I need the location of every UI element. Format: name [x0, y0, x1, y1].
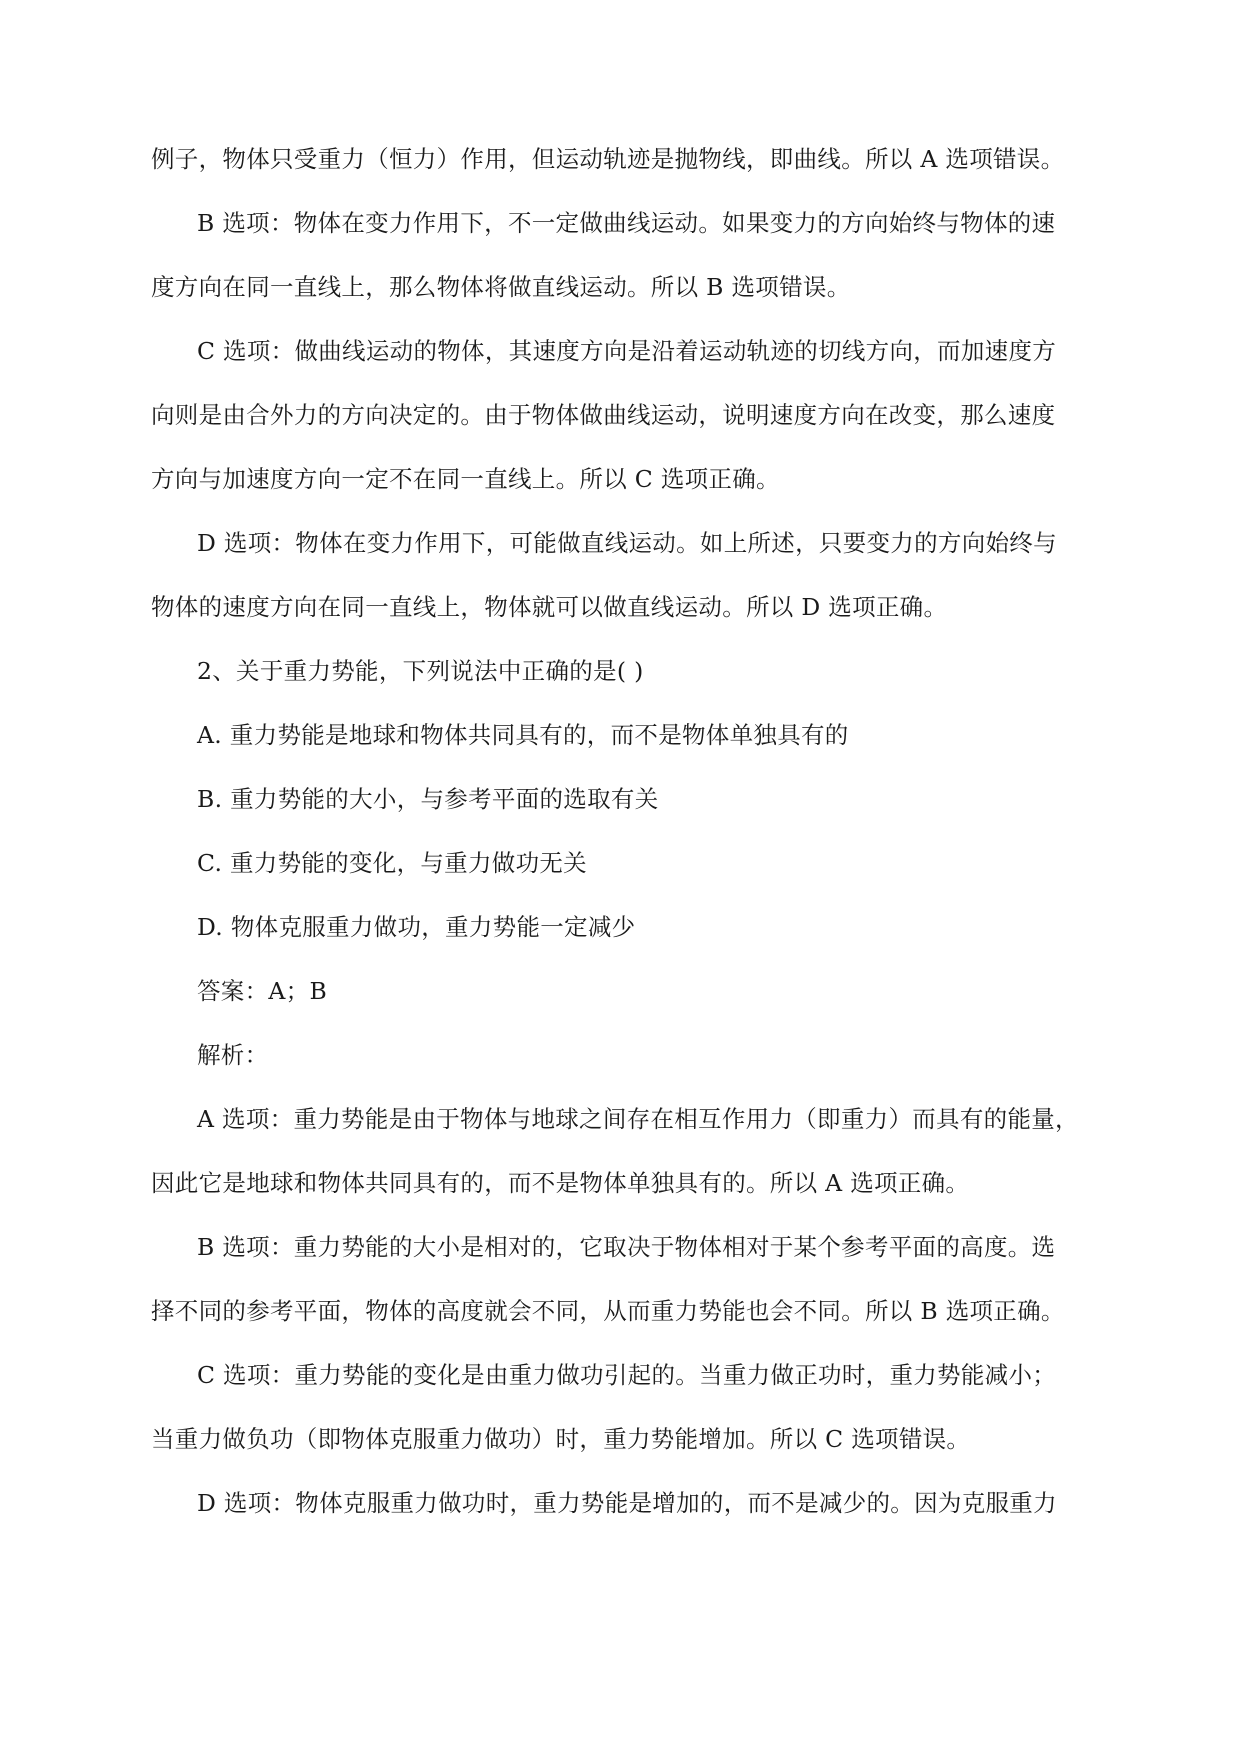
analysis-a-line-2: 因此它是地球和物体共同具有的，而不是物体单独具有的。所以 A 选项正确。: [151, 1169, 970, 1197]
analysis-b-line-2: 择不同的参考平面，物体的高度就会不同，从而重力势能也会不同。所以 B 选项正确。: [151, 1297, 1065, 1325]
paragraph-b-option-line-2: 度方向在同一直线上，那么物体将做直线运动。所以 B 选项错误。: [151, 273, 851, 301]
document-body: [151, 143, 1091, 1519]
paragraph-a-explanation-end: 例子，物体只受重力（恒力）作用，但运动轨迹是抛物线，即曲线。所以 A 选项错误。: [151, 145, 1065, 173]
paragraph-c-option-line-1: C 选项：做曲线运动的物体，其速度方向是沿着运动轨迹的切线方向，而加速度方: [197, 337, 1057, 365]
analysis-c-line-1: C 选项：重力势能的变化是由重力做功引起的。当重力做正功时，重力势能减小；: [197, 1361, 1057, 1389]
question-2-option-d: D. 物体克服重力做功，重力势能一定减少: [197, 913, 636, 941]
question-2-analysis-heading: 解析：: [197, 1041, 269, 1069]
paragraph-c-option-line-2: 向则是由合外力的方向决定的。由于物体做曲线运动，说明速度方向在改变，那么速度: [151, 401, 1056, 429]
paragraph-d-option-line-2: 物体的速度方向在同一直线上，物体就可以做直线运动。所以 D 选项正确。: [151, 593, 948, 621]
analysis-d-line-1: D 选项：物体克服重力做功时，重力势能是增加的，而不是减少的。因为克服重力: [197, 1489, 1057, 1517]
question-2-stem: 2、关于重力势能，下列说法中正确的是( ): [197, 657, 644, 685]
paragraph-b-option-line-1: B 选项：物体在变力作用下，不一定做曲线运动。如果变力的方向始终与物体的速: [197, 209, 1056, 237]
question-2-option-c: C. 重力势能的变化，与重力做功无关: [197, 849, 587, 877]
question-2-answer: 答案：A；B: [197, 977, 328, 1005]
paragraph-c-option-line-3: 方向与加速度方向一定不在同一直线上。所以 C 选项正确。: [151, 465, 780, 493]
analysis-c-line-2: 当重力做负功（即物体克服重力做功）时，重力势能增加。所以 C 选项错误。: [151, 1425, 971, 1453]
question-2-option-b: B. 重力势能的大小，与参考平面的选取有关: [197, 785, 659, 813]
paragraph-d-option-line-1: D 选项：物体在变力作用下，可能做直线运动。如上所述，只要变力的方向始终与: [197, 529, 1057, 557]
analysis-b-line-1: B 选项：重力势能的大小是相对的，它取决于物体相对于某个参考平面的高度。选: [197, 1233, 1056, 1261]
question-2-option-a: A. 重力势能是地球和物体共同具有的，而不是物体单独具有的: [197, 721, 849, 749]
analysis-a-line-1: A 选项：重力势能是由于物体与地球之间存在相互作用力（即重力）而具有的能量，: [197, 1105, 1079, 1133]
